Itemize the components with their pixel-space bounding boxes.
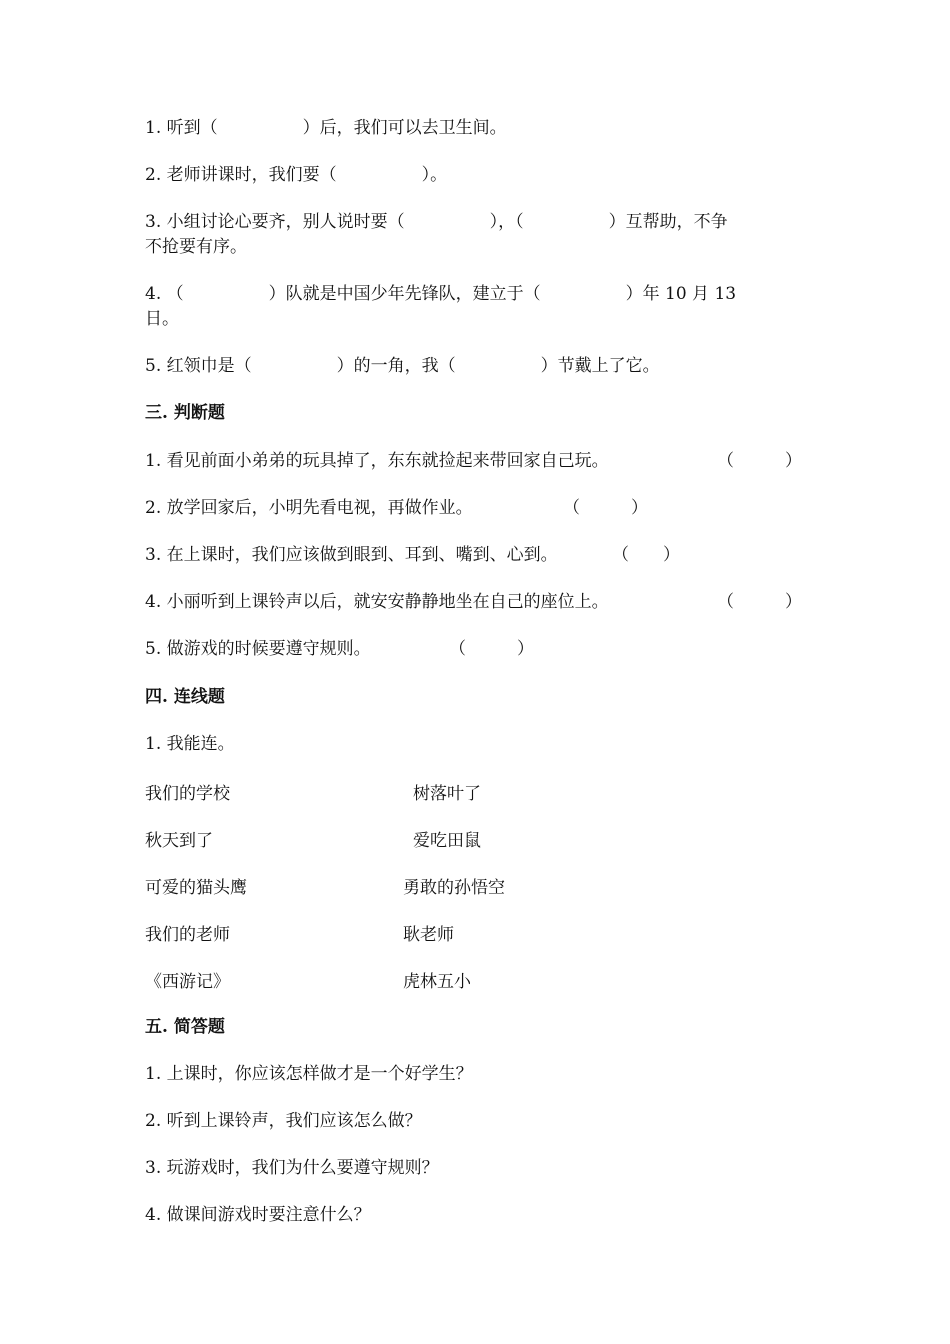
matching-prompt: 1. 我能连。 <box>145 734 235 754</box>
judge-question-3 <box>145 543 558 567</box>
judge-answer-blank-1: （ ） <box>717 451 802 471</box>
fill-in-question-5: 5. 红领巾是（ ）的一角，我（ ）节戴上了它。 <box>145 356 660 376</box>
judge-answer-blank-5: （ ） <box>449 639 534 659</box>
judge-question-2-text: 2. 放学回家后，小明先看电视，再做作业。 <box>145 498 473 518</box>
fill-in-question-4-cont: 日。 <box>145 309 179 329</box>
section-4-title: 四. 连线题 <box>145 687 225 707</box>
judge-question-5 <box>145 637 371 661</box>
short-answer-question-2: 2. 听到上课铃声，我们应该怎么做？ <box>145 1111 422 1131</box>
judge-question-4-text: 4. 小丽听到上课铃声以后，就安安静静地坐在自己的座位上。 <box>145 592 609 612</box>
match-right-1: 树落叶了 <box>413 784 481 804</box>
judge-question-1 <box>145 449 609 473</box>
judge-question-5-text: 5. 做游戏的时候要遵守规则。 <box>145 639 371 659</box>
match-right-3: 勇敢的孙悟空 <box>403 878 505 898</box>
match-right-2: 爱吃田鼠 <box>413 831 481 851</box>
match-left-4: 我们的老师 <box>145 925 230 945</box>
judge-answer-blank-3: （ ） <box>612 545 680 565</box>
match-left-3: 可爱的猫头鹰 <box>145 878 247 898</box>
judge-question-2 <box>145 496 473 520</box>
short-answer-question-4: 4. 做课间游戏时要注意什么？ <box>145 1205 371 1225</box>
short-answer-question-1: 1. 上课时，你应该怎样做才是一个好学生？ <box>145 1064 473 1084</box>
judge-question-1-text: 1. 看见前面小弟弟的玩具掉了，东东就捡起来带回家自己玩。 <box>145 451 609 471</box>
match-left-2: 秋天到了 <box>145 831 213 851</box>
fill-in-question-3: 3. 小组讨论心要齐，别人说时要（ ），（ ）互帮助，不争 <box>145 212 728 232</box>
match-right-4: 耿老师 <box>403 925 454 945</box>
judge-answer-blank-4: （ ） <box>717 592 802 612</box>
fill-in-question-1: 1. 听到（ ）后，我们可以去卫生间。 <box>145 118 507 138</box>
judge-question-4 <box>145 590 609 614</box>
section-5-title: 五. 简答题 <box>145 1017 225 1037</box>
fill-in-question-4: 4. （ ）队就是中国少年先锋队，建立于（ ）年 10 月 13 <box>145 284 737 304</box>
judge-answer-blank-2: （ ） <box>563 498 648 518</box>
short-answer-question-3: 3. 玩游戏时，我们为什么要遵守规则？ <box>145 1158 439 1178</box>
fill-in-question-2: 2. 老师讲课时，我们要（ ）。 <box>145 165 448 185</box>
match-left-5: 《西游记》 <box>145 972 230 992</box>
fill-in-question-3-cont: 不抢要有序。 <box>145 237 247 257</box>
section-3-title: 三. 判断题 <box>145 403 225 423</box>
match-right-5: 虎林五小 <box>403 972 471 992</box>
judge-question-3-text: 3. 在上课时，我们应该做到眼到、耳到、嘴到、心到。 <box>145 545 558 565</box>
match-left-1: 我们的学校 <box>145 784 230 804</box>
